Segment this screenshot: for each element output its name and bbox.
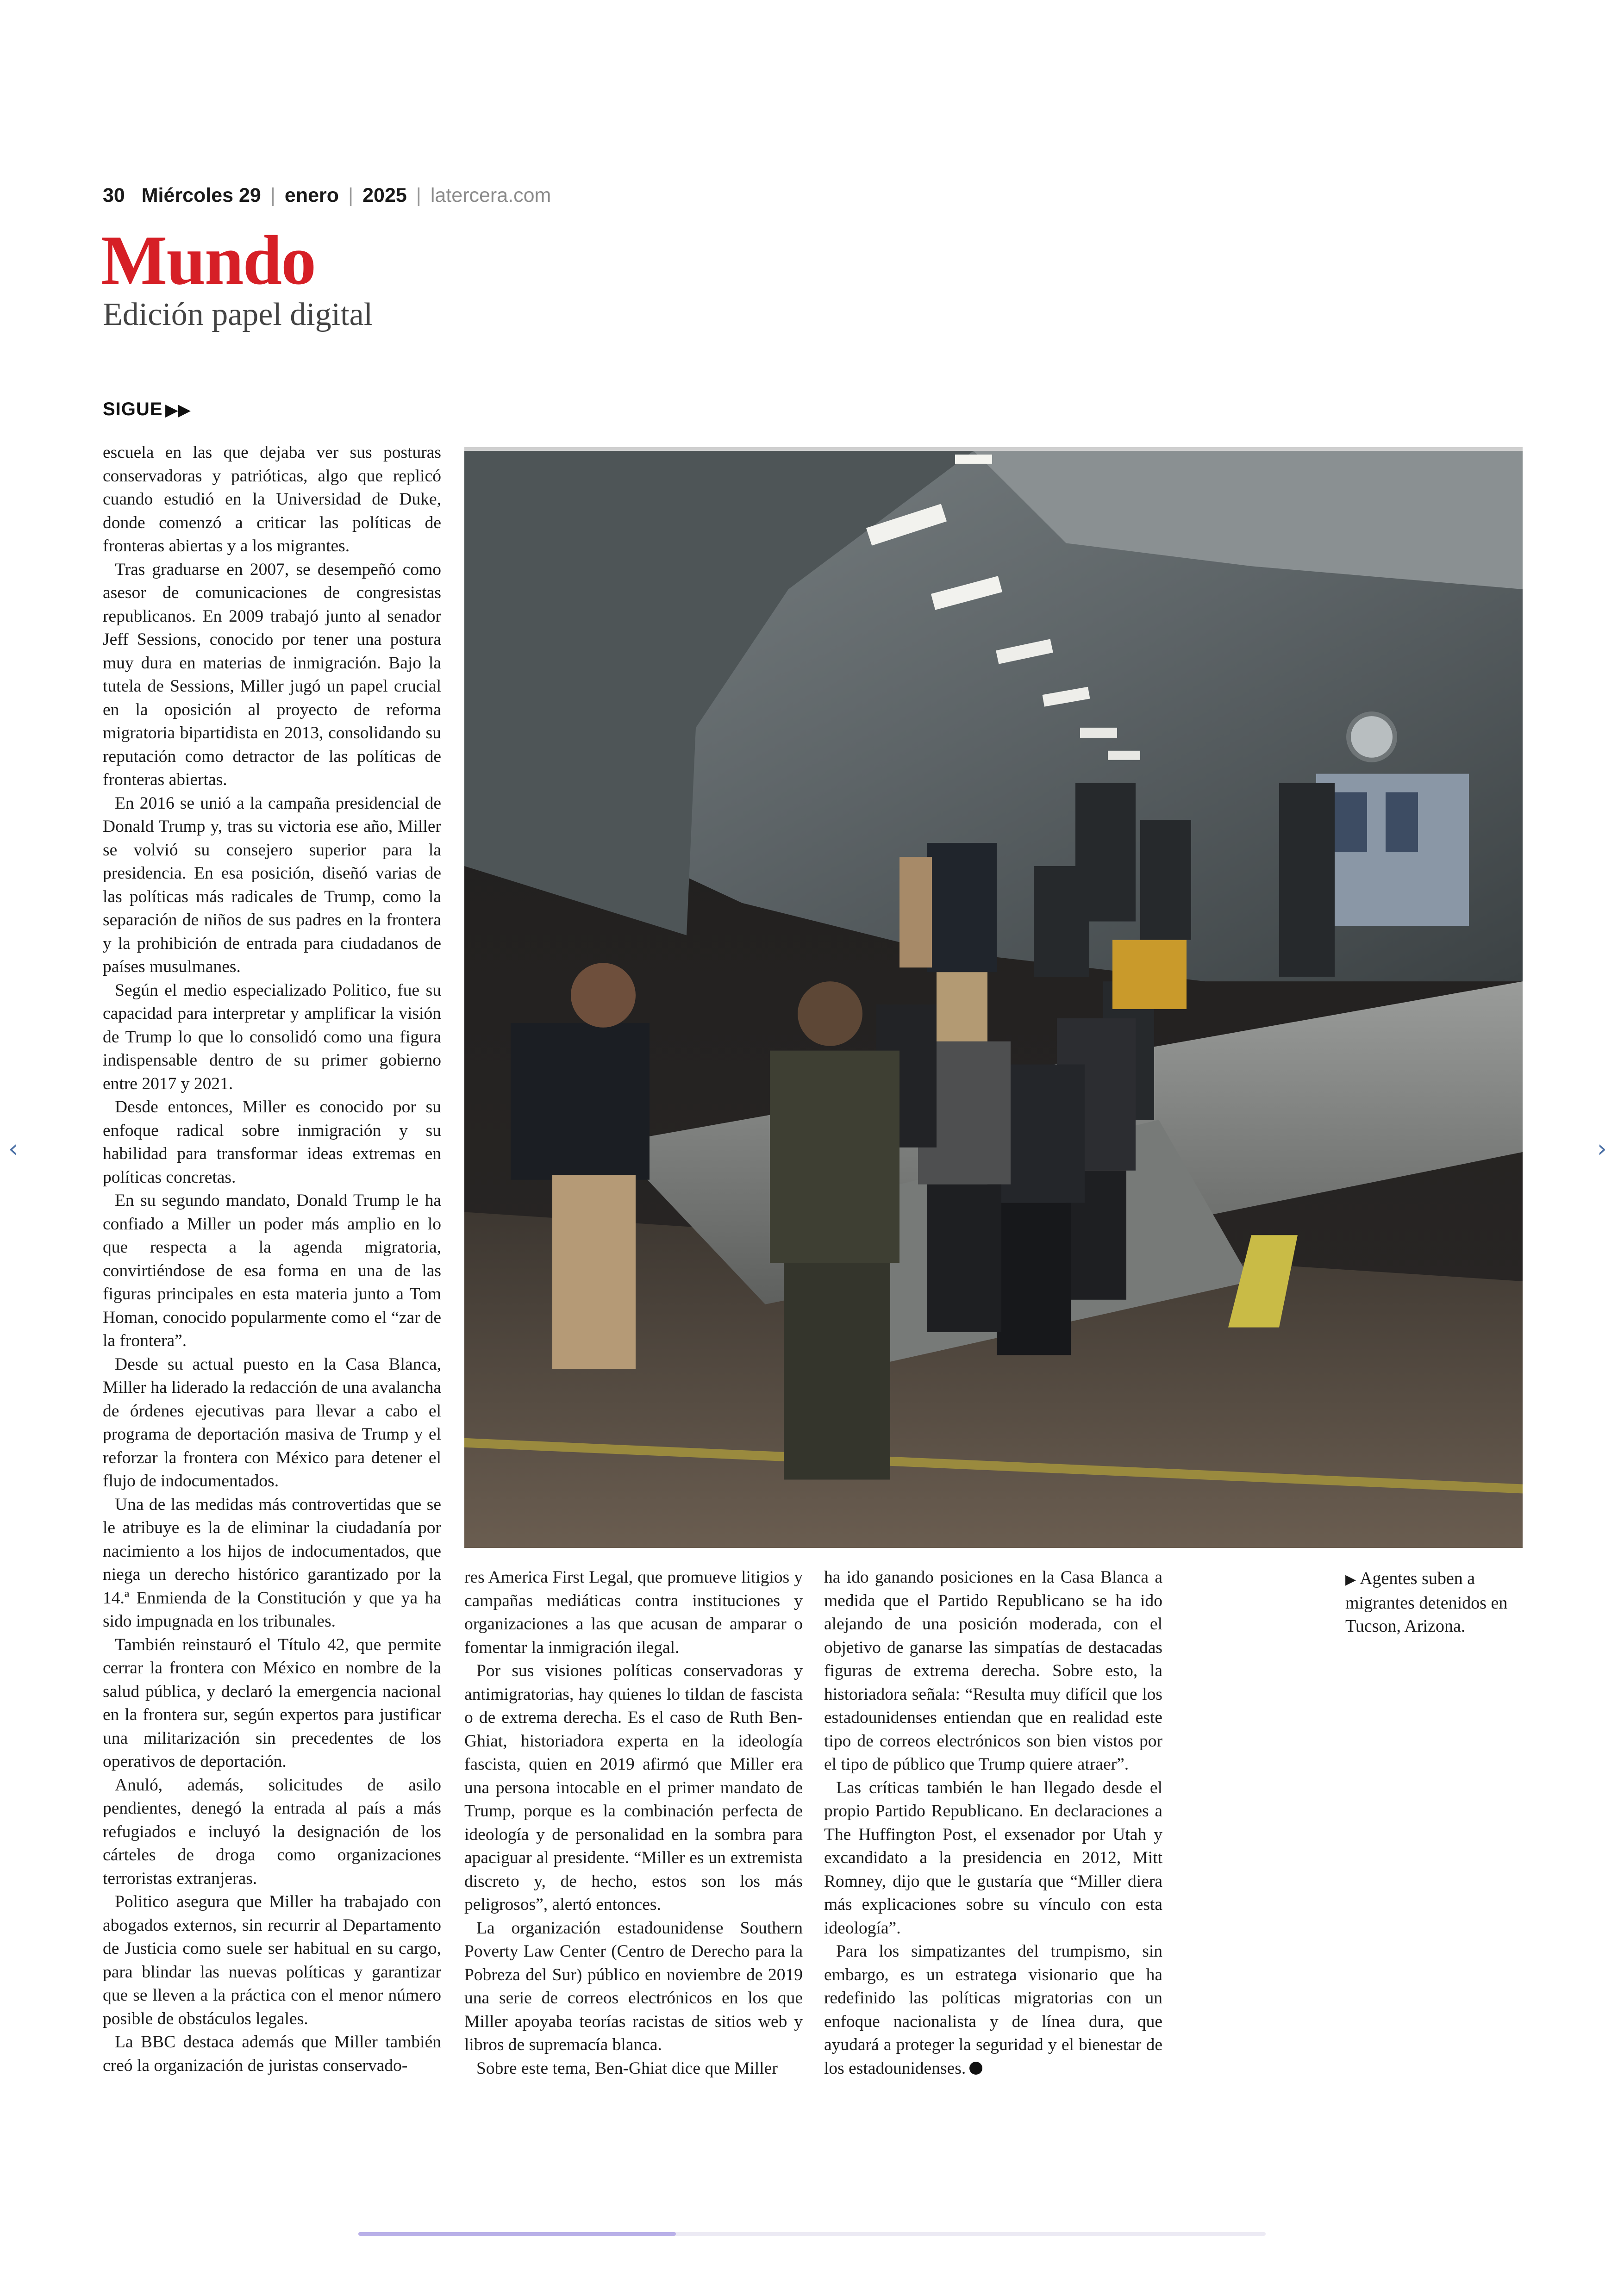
article-paragraph: Una de las medidas más controvertidas que se le atribuye es la de eliminar la ciudadanía por nacimiento a los hijos de indocumentados, que niega un derecho histórico garantizado por la 14.ª Enmienda de la Constitución y que ya ha sido impugnada en los tribunales. [103,1495,441,1631]
article-paragraph: En 2016 se unió a la campaña presidencial de Donald Trump y, tras su victoria ese año, Miller se volvió su consejero superior para la presidencia. En esa posición, diseñó varias de las políticas más radicales de Trump, como la separación de niños de sus padres en la frontera y la prohibición de entrada para ciudadanos de países musulmanes. [103,793,441,976]
chevron-left-icon: ‹ [8,1135,18,1163]
next-page-button[interactable] [1597,1135,1607,1163]
article-paragraph: Las críticas también le han llegado desde el propio Partido Republicano. En declaraciones a The Huffington Post, el exsenador por Utah y excandidato a la presidencia en 2012, Mitt Romney, dijo que le gustaría que “Miller diera más explicaciones sobre su vínculo con esta ideología”. [824,1778,1162,1938]
article-paragraph: ha ido ganando posiciones en la Casa Blanca a medida que el Partido Republicano se ha ido alejando de una posición moderada, con el objetivo de ganarse las simpatías de destacadas figuras de extrema derecha. Sobre esto, la historiadora señala: “Resulta muy difícil que los estadounidenses entiendan que en realidad este tipo de correos electrónicos son bien vistos por el tipo de público que Trump quiere atraer”. [824,1568,1162,1774]
article-paragraph: En su segundo mandato, Donald Trump le ha confiado a Miller un poder más amplio en lo que respecta a la agenda migratoria, convirtiéndose de esa forma en una de las figuras principales en esta materia junto a Tom Homan, conocido popularmente como el “zar de la frontera”. [103,1191,441,1350]
article-column-2 [464,1566,803,2080]
play-triangle-icon: ▶ [1345,1572,1356,1587]
article-photo [464,447,1523,1548]
double-play-icon: ▶▶ [165,401,191,419]
header-separator: | [348,184,354,206]
site-name: latercera.com [430,184,551,206]
article-paragraph: res America First Legal, que promueve litigios y campañas mediáticas contra instituciones y organizaciones a las que acusan de amparar o fomentar la inmigración ilegal. [464,1568,803,1657]
date-month: enero [284,184,339,206]
article-paragraph: Politico asegura que Miller ha trabajado con abogados externos, sin recurrir al Departamento de Justicia como suele ser habitual en su cargo, para blindar las nuevas políticas y garantizar que se lleven a la práctica con el menor número posible de obstáculos legales. [103,1892,441,2028]
article-column-3 [824,1566,1162,2080]
article-paragraph: Según el medio especializado Politico, fue su capacidad para interpretar y amplificar la visión de Trump lo que lo consolidó como una figura indispensable dentro de su primer gobierno entre 2017 y 2021. [103,980,441,1093]
article-paragraph: Anuló, además, solicitudes de asilo pendientes, denegó la entrada al país a más refugiados e incluyó la designación de los cárteles de droga como organizaciones terroristas extranjeras. [103,1775,441,1888]
page-header [103,184,551,207]
section-subtitle: Edición papel digital [103,297,373,332]
caption-text: Agentes suben a migrantes detenidos en Tucson, Arizona. [1345,1569,1508,1636]
date-weekday-day: Miércoles 29 [141,184,261,206]
date-year: 2025 [362,184,407,206]
header-separator: | [270,184,275,206]
article-paragraph: Para los simpatizantes del trumpismo, sin embargo, es un estratega visionario que ha redefinido las políticas migratorias con un enfoque nacionalista y de línea dura, que ayudará a proteger la seguridad y el bienestar de los estadounidenses. [824,1942,1162,2078]
article-paragraph: La organización estadounidense Southern Poverty Law Center (Centro de Derecho para la Pobreza del Sur) público en noviembre de 2019 una serie de correos electrónicos en los que Miller apoyaba teorías racistas de sitios web y libros de supremacía blanca. [464,1918,803,2054]
article-paragraph: Por sus visiones políticas conservadoras y antimigratorias, hay quienes lo tildan de fascista o de extrema derecha. Es el caso de Ruth Ben-Ghiat, historiadora experta en la ideología fascista, quien en 2019 afirmó que Miller era una persona intocable en el primer mandato de Trump, porque es la combinación perfecta de ideología y de personalidad en la sombra para apaciguar al presidente. “Miller es un extremista discreto y, de hecho, estos son los más peligrosos”, alertó entonces. [464,1661,803,1914]
article-paragraph: Desde entonces, Miller es conocido por su enfoque radical sobre inmigración y su habilidad para transformar ideas extremas en políticas concretas. [103,1098,441,1187]
continued-text: SIGUE [103,399,163,419]
section-title: Mundo [101,221,316,299]
article-column-1 [103,441,441,2077]
previous-page-button[interactable] [8,1135,18,1163]
page-number: 30 [103,184,125,206]
header-separator: | [416,184,421,206]
article-paragraph: escuela en las que dejaba ver sus posturas conservadoras y patrióticas, algo que replicó cuando estudió en la Universidad de Duke, donde comenzó a criticar las políticas de fronteras abiertas y a los migrantes. [103,443,441,555]
reading-progress-fill [358,2232,676,2236]
photo-caption [1345,1567,1512,1638]
article-paragraph: La BBC destaca además que Miller también creó la organización de juristas conservado- [103,2033,441,2075]
continued-label [103,399,191,420]
reading-progress-bar[interactable] [358,2232,1266,2236]
article-paragraph: También reinstauró el Título 42, que permite cerrar la frontera con México en nombre de la salud pública, y declaró la emergencia nacional en la frontera sur, según expertos para justificar una militarización sin precedentes de los operativos de deportación. [103,1635,441,1771]
article-paragraph: Desde su actual puesto en la Casa Blanca, Miller ha liderado la redacción de una avalancha de órdenes ejecutivas para llevar a cabo el programa de deportación masiva de Trump y el reforzar la frontera con México para detener el flujo de indocumentados. [103,1354,441,1491]
article-paragraph: Tras graduarse en 2007, se desempeñó como asesor de comunicaciones de congresistas republicanos. En 2009 trabajó junto al senador Jeff Sessions, conocido por tener una postura muy dura en materias de inmigración. Bajo la tutela de Sessions, Miller jugó un papel crucial en la oposición al proyecto de reforma migratoria bipartidista en 2013, consolidando su reputación como detractor de las políticas de fronteras abiertas. [103,560,441,789]
chevron-right-icon: › [1597,1135,1607,1163]
cargo-plane-boarding-photo [464,451,1523,1548]
article-paragraph: Sobre este tema, Ben-Ghiat dice que Miller [476,2058,778,2078]
end-of-article-mark [969,2062,982,2075]
